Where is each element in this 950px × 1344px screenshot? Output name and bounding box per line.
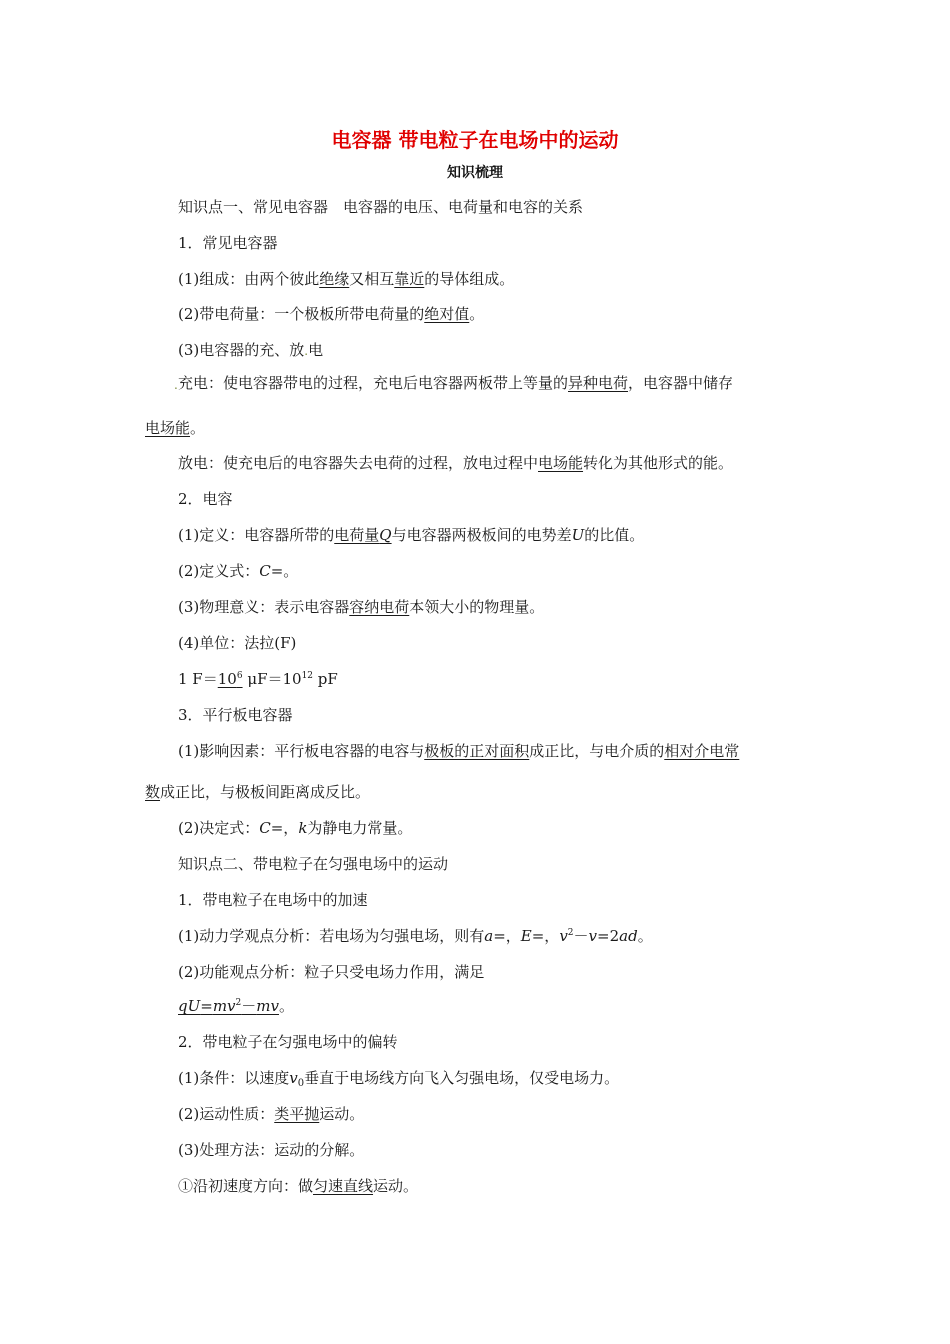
text-line: (2)定义式：C=。 bbox=[178, 562, 299, 580]
text-line: (1)定义：电容器所带的电荷量Q与电容器两极板间的电势差U的比值。 bbox=[178, 526, 645, 544]
underlined-answer: 相对介电常 bbox=[664, 742, 740, 760]
dot-mark-icon: . bbox=[174, 378, 178, 392]
text-line: 电场能。 bbox=[145, 419, 206, 437]
text-line: (1)影响因素：平行板电容器的电容与极板的正对面积成正比，与电介质的相对介电常 bbox=[178, 742, 740, 760]
text-line: (2)决定式：C=，k为静电力常量。 bbox=[178, 819, 413, 837]
underlined-answer: 类平抛 bbox=[274, 1105, 320, 1123]
page-title: 电容器 带电粒子在电场中的运动 bbox=[331, 128, 619, 152]
underlined-answer: 极板的正对面积 bbox=[424, 742, 530, 760]
text-line: (3)处理方法：运动的分解。 bbox=[178, 1141, 365, 1159]
underlined-answer: 容纳电荷 bbox=[349, 598, 410, 616]
text-line: $qU=mv^2-mv$。 bbox=[178, 997, 294, 1015]
text-line: 2．电容 bbox=[178, 490, 233, 508]
text-line: 1．常见电容器 bbox=[178, 234, 278, 252]
text-line: 2．带电粒子在匀强电场中的偏转 bbox=[178, 1033, 398, 1051]
text-line: (1)条件：以速度$v_0$垂直于电场线方向飞入匀强电场，仅受电场力。 bbox=[178, 1069, 620, 1089]
underlined-answer: 数 bbox=[145, 783, 161, 801]
text-line: (2)带电荷量：一个极板所带电荷量的绝对值。 bbox=[178, 305, 485, 323]
underlined-answer: 电荷量Q bbox=[334, 526, 392, 544]
text-line: (3)物理意义：表示电容器容纳电荷本领大小的物理量。 bbox=[178, 598, 545, 616]
text-line: 放电：使充电后的电容器失去电荷的过程，放电过程中电场能转化为其他形式的能。 bbox=[178, 454, 734, 472]
underlined-answer: 绝缘 bbox=[319, 270, 350, 288]
section-heading: 知识梳理 bbox=[447, 165, 503, 181]
text-line: (2)功能观点分析：粒子只受电场力作用，满足 bbox=[178, 963, 485, 981]
text-line: 知识点一、常见电容器 电容器的电压、电荷量和电容的关系 bbox=[178, 198, 584, 216]
text-line: (1)组成：由两个彼此绝缘又相互靠近的导体组成。 bbox=[178, 270, 515, 288]
text-line: 3．平行板电容器 bbox=[178, 706, 293, 724]
text-line: (2)运动性质：类平抛运动。 bbox=[178, 1105, 365, 1123]
text-line: . 充电：使电容器带电的过程，充电后电容器两板带上等量的异种电荷，电容器中储存 bbox=[178, 373, 733, 393]
underlined-answer: $10^6$ bbox=[217, 670, 243, 688]
underlined-answer: 靠近 bbox=[394, 270, 425, 288]
text-line: 1．带电粒子在电场中的加速 bbox=[178, 891, 368, 909]
text-line: 知识点二、带电粒子在匀强电场中的运动 bbox=[178, 855, 449, 873]
text-line: 数成正比，与极板间距离成反比。 bbox=[145, 783, 371, 801]
text-line: 1 $F=10^6$ $\mu F=10^{12}$ pF bbox=[178, 670, 338, 688]
underlined-answer: 绝对值 bbox=[424, 305, 470, 323]
text-line: (4)单位：法拉(F) bbox=[178, 634, 297, 652]
text-line: (1)动力学观点分析：若电场为匀强电场，则有a=，E=，$v^2-v=2ad$。 bbox=[178, 927, 653, 945]
underlined-answer: $qU=mv^2-mv$ bbox=[178, 997, 279, 1015]
underlined-answer: 电场能 bbox=[538, 454, 584, 472]
underlined-answer: 匀速直线 bbox=[313, 1177, 374, 1195]
text-line: (3)电容器的充、放.电 bbox=[178, 341, 324, 359]
dot-mark-icon: . bbox=[304, 344, 309, 358]
underlined-answer: 异种电荷 bbox=[568, 374, 629, 392]
underlined-answer: 电场能 bbox=[145, 419, 191, 437]
text-line: ①沿初速度方向：做匀速直线运动。 bbox=[178, 1177, 419, 1195]
